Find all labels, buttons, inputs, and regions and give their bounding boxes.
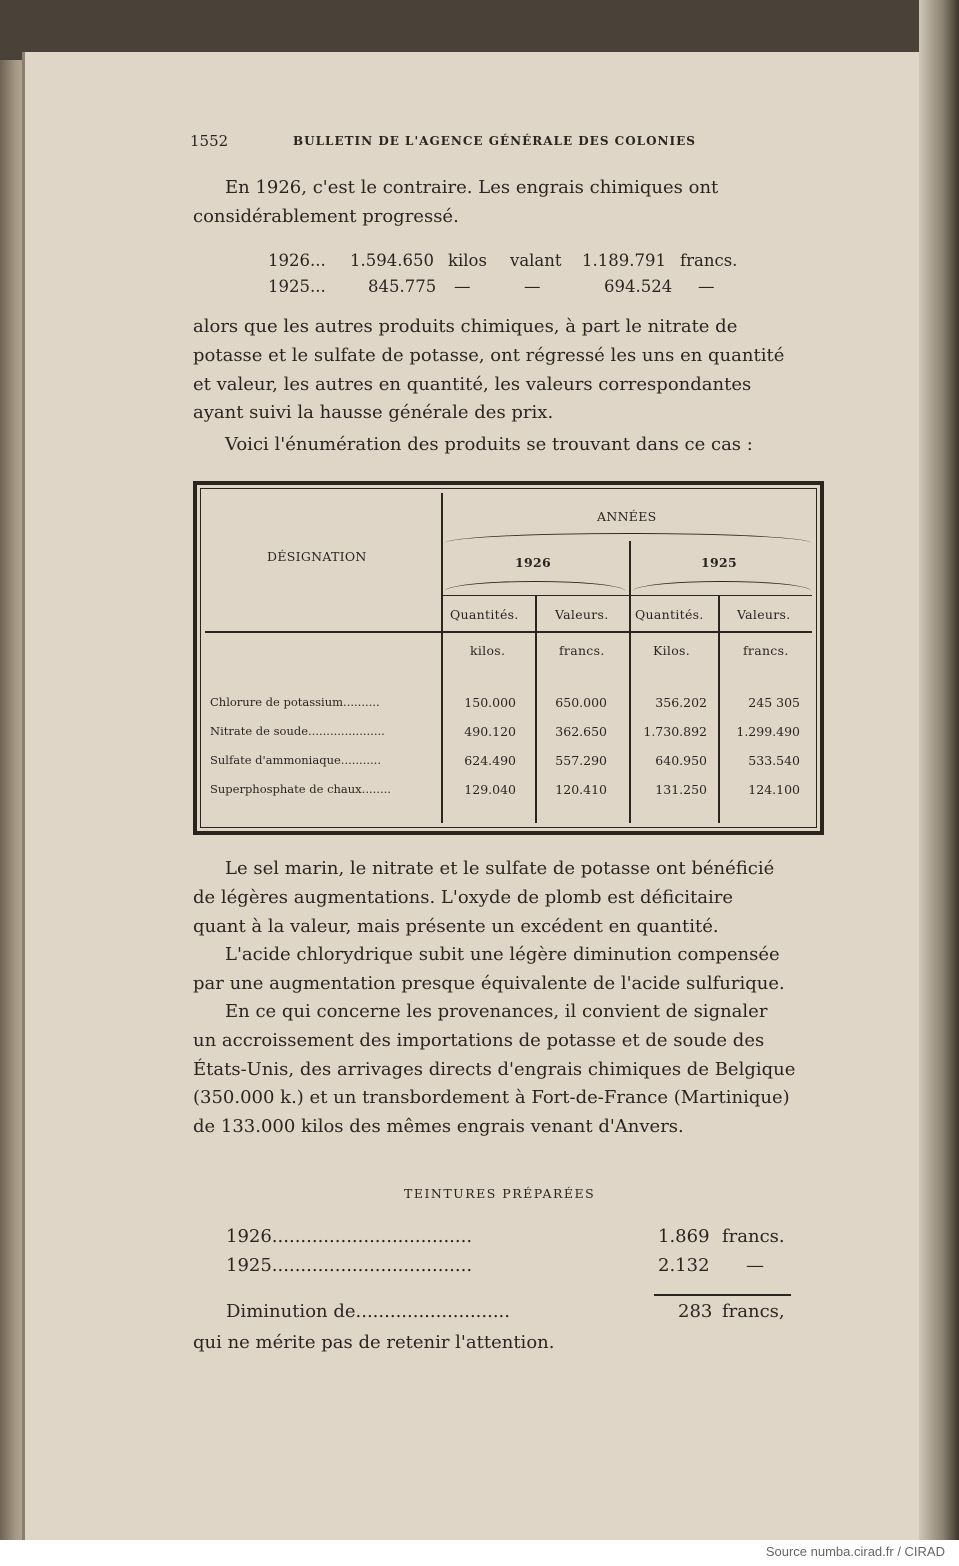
cell-q1926: 624.490	[464, 753, 516, 768]
diff-label: Diminution de...........................	[226, 1301, 511, 1322]
years-brace	[445, 533, 811, 543]
row-label: Chlorure de potassium..........	[210, 695, 380, 709]
paragraph-5	[193, 941, 826, 999]
running-title: BULLETIN DE L'AGENCE GÉNÉRALE DES COLONIES	[293, 134, 696, 148]
summary-qty: 1.594.650	[350, 251, 434, 270]
summary-year: 1925...	[268, 277, 326, 296]
paragraph-4	[193, 855, 826, 941]
col-val-1926: Valeurs.	[555, 607, 609, 622]
tint-row-1925	[226, 1255, 796, 1283]
para2-line: alors que les autres produits chimiques, à part le nitrate de	[193, 316, 738, 337]
cell-v1926: 120.410	[555, 782, 607, 797]
unit-francs-1926: francs.	[559, 643, 605, 658]
summary-year: 1926...	[268, 251, 326, 270]
designation-header: DÉSIGNATION	[267, 549, 367, 564]
summary-unit: kilos	[448, 251, 487, 270]
tint-value: 2.132	[658, 1255, 710, 1276]
summary-verb: valant	[510, 251, 562, 270]
tint-unit: francs.	[722, 1226, 785, 1247]
years-header: ANNÉES	[597, 509, 657, 524]
para5-line: L'acide chlorydrique subit une légère diminution compensée	[225, 944, 780, 965]
tint-row-1926	[226, 1226, 796, 1254]
cell-q1926: 129.040	[464, 782, 516, 797]
tint-row-diff	[226, 1301, 796, 1329]
brace-1926	[445, 581, 625, 591]
cell-v1925: 245 305	[748, 695, 800, 710]
para6-line: (350.000 k.) et un transbordement à Fort-de-France (Martinique)	[193, 1087, 790, 1109]
source-credit: Source numba.cirad.fr / CIRAD	[765, 1544, 945, 1559]
cell-v1926: 557.290	[555, 753, 607, 768]
cell-v1925: 124.100	[748, 782, 800, 797]
summary-value: 1.189.791	[582, 251, 666, 270]
para6-line: En ce qui concerne les provenances, il convient de signaler	[225, 1001, 768, 1022]
cell-q1926: 150.000	[464, 695, 516, 710]
unit-kilos-1926: kilos.	[470, 643, 506, 658]
para4-line: quant à la valeur, mais présente un excédent en quantité.	[193, 915, 719, 937]
paragraph-6	[193, 998, 826, 1142]
row-label: Nitrate de soude.....................	[210, 724, 385, 738]
col-qty-1925: Quantités.	[635, 607, 704, 622]
header-rule	[205, 631, 812, 633]
sum-rule	[654, 1294, 791, 1296]
summary-verb: —	[524, 277, 541, 296]
para2-line: et valeur, les autres en quantité, les valeurs correspondantes	[193, 373, 752, 395]
diff-value: 283	[678, 1301, 713, 1322]
subheader-rule	[441, 595, 812, 596]
unit-francs-1925: francs.	[743, 643, 789, 658]
summary-row	[268, 248, 748, 274]
summary-unit: —	[454, 277, 471, 296]
col-divider	[629, 541, 631, 823]
intro-line-2: considérablement progressé.	[193, 205, 459, 227]
para6-line: un accroissement des importations de potasse et de soude des	[193, 1029, 765, 1051]
year-1926: 1926	[515, 555, 551, 570]
summary-row	[268, 274, 748, 300]
section-title: TEINTURES PRÉPARÉES	[404, 1186, 596, 1201]
row-label: Superphosphate de chaux........	[210, 782, 391, 796]
page-number: 1552	[190, 132, 229, 150]
para5-line: par une augmentation presque équivalente de l'acide sulfurique.	[193, 972, 785, 994]
tint-value: 1.869	[658, 1226, 710, 1247]
diff-unit: francs,	[722, 1301, 785, 1322]
table-inner	[205, 493, 812, 823]
row-label: Sulfate d'ammoniaque...........	[210, 753, 381, 767]
para2-line: ayant suivi la hausse générale des prix.	[193, 402, 554, 424]
cell-q1925: 1.730.892	[643, 724, 707, 739]
summary-table	[268, 248, 748, 300]
para2-line: potasse et le sulfate de potasse, ont régressé les uns en quantité	[193, 344, 785, 366]
col-val-1925: Valeurs.	[737, 607, 791, 622]
cell-q1926: 490.120	[464, 724, 516, 739]
year-1925: 1925	[701, 555, 737, 570]
summary-value: 694.524	[604, 277, 673, 296]
cell-v1926: 362.650	[555, 724, 607, 739]
tint-label: 1925...................................	[226, 1255, 473, 1276]
paragraph-3	[193, 431, 826, 460]
summary-currency: —	[698, 277, 715, 296]
tint-unit: —	[746, 1255, 764, 1276]
unit-kilos-1925: Kilos.	[653, 643, 691, 658]
cell-v1925: 1.299.490	[736, 724, 800, 739]
para4-line: de légères augmentations. L'oxyde de plomb est déficitaire	[193, 886, 734, 908]
intro-line-1: En 1926, c'est le contraire. Les engrais chimiques ont	[225, 177, 719, 198]
para4-line: Le sel marin, le nitrate et le sulfate de potasse ont bénéficié	[225, 858, 775, 879]
cell-v1925: 533.540	[748, 753, 800, 768]
tint-label: 1926...................................	[226, 1226, 473, 1247]
col-qty-1926: Quantités.	[450, 607, 519, 622]
cell-q1925: 640.950	[655, 753, 707, 768]
cell-q1925: 131.250	[655, 782, 707, 797]
closing-line: qui ne mérite pas de retenir l'attention.	[193, 1332, 555, 1353]
para3-text: Voici l'énumération des produits se trouvant dans ce cas :	[225, 434, 753, 455]
cell-v1926: 650.000	[555, 695, 607, 710]
intro-paragraph	[193, 174, 826, 232]
page-gutter	[919, 0, 959, 1540]
products-table	[193, 481, 824, 835]
cell-q1925: 356.202	[655, 695, 707, 710]
para6-line: États-Unis, des arrivages directs d'engrais chimiques de Belgique	[193, 1058, 796, 1080]
summary-currency: francs.	[680, 251, 738, 270]
summary-qty: 845.775	[368, 277, 437, 296]
brace-1925	[633, 581, 811, 591]
col-divider	[441, 493, 443, 823]
paragraph-2	[193, 313, 826, 428]
para6-line: de 133.000 kilos des mêmes engrais venant d'Anvers.	[193, 1116, 684, 1138]
